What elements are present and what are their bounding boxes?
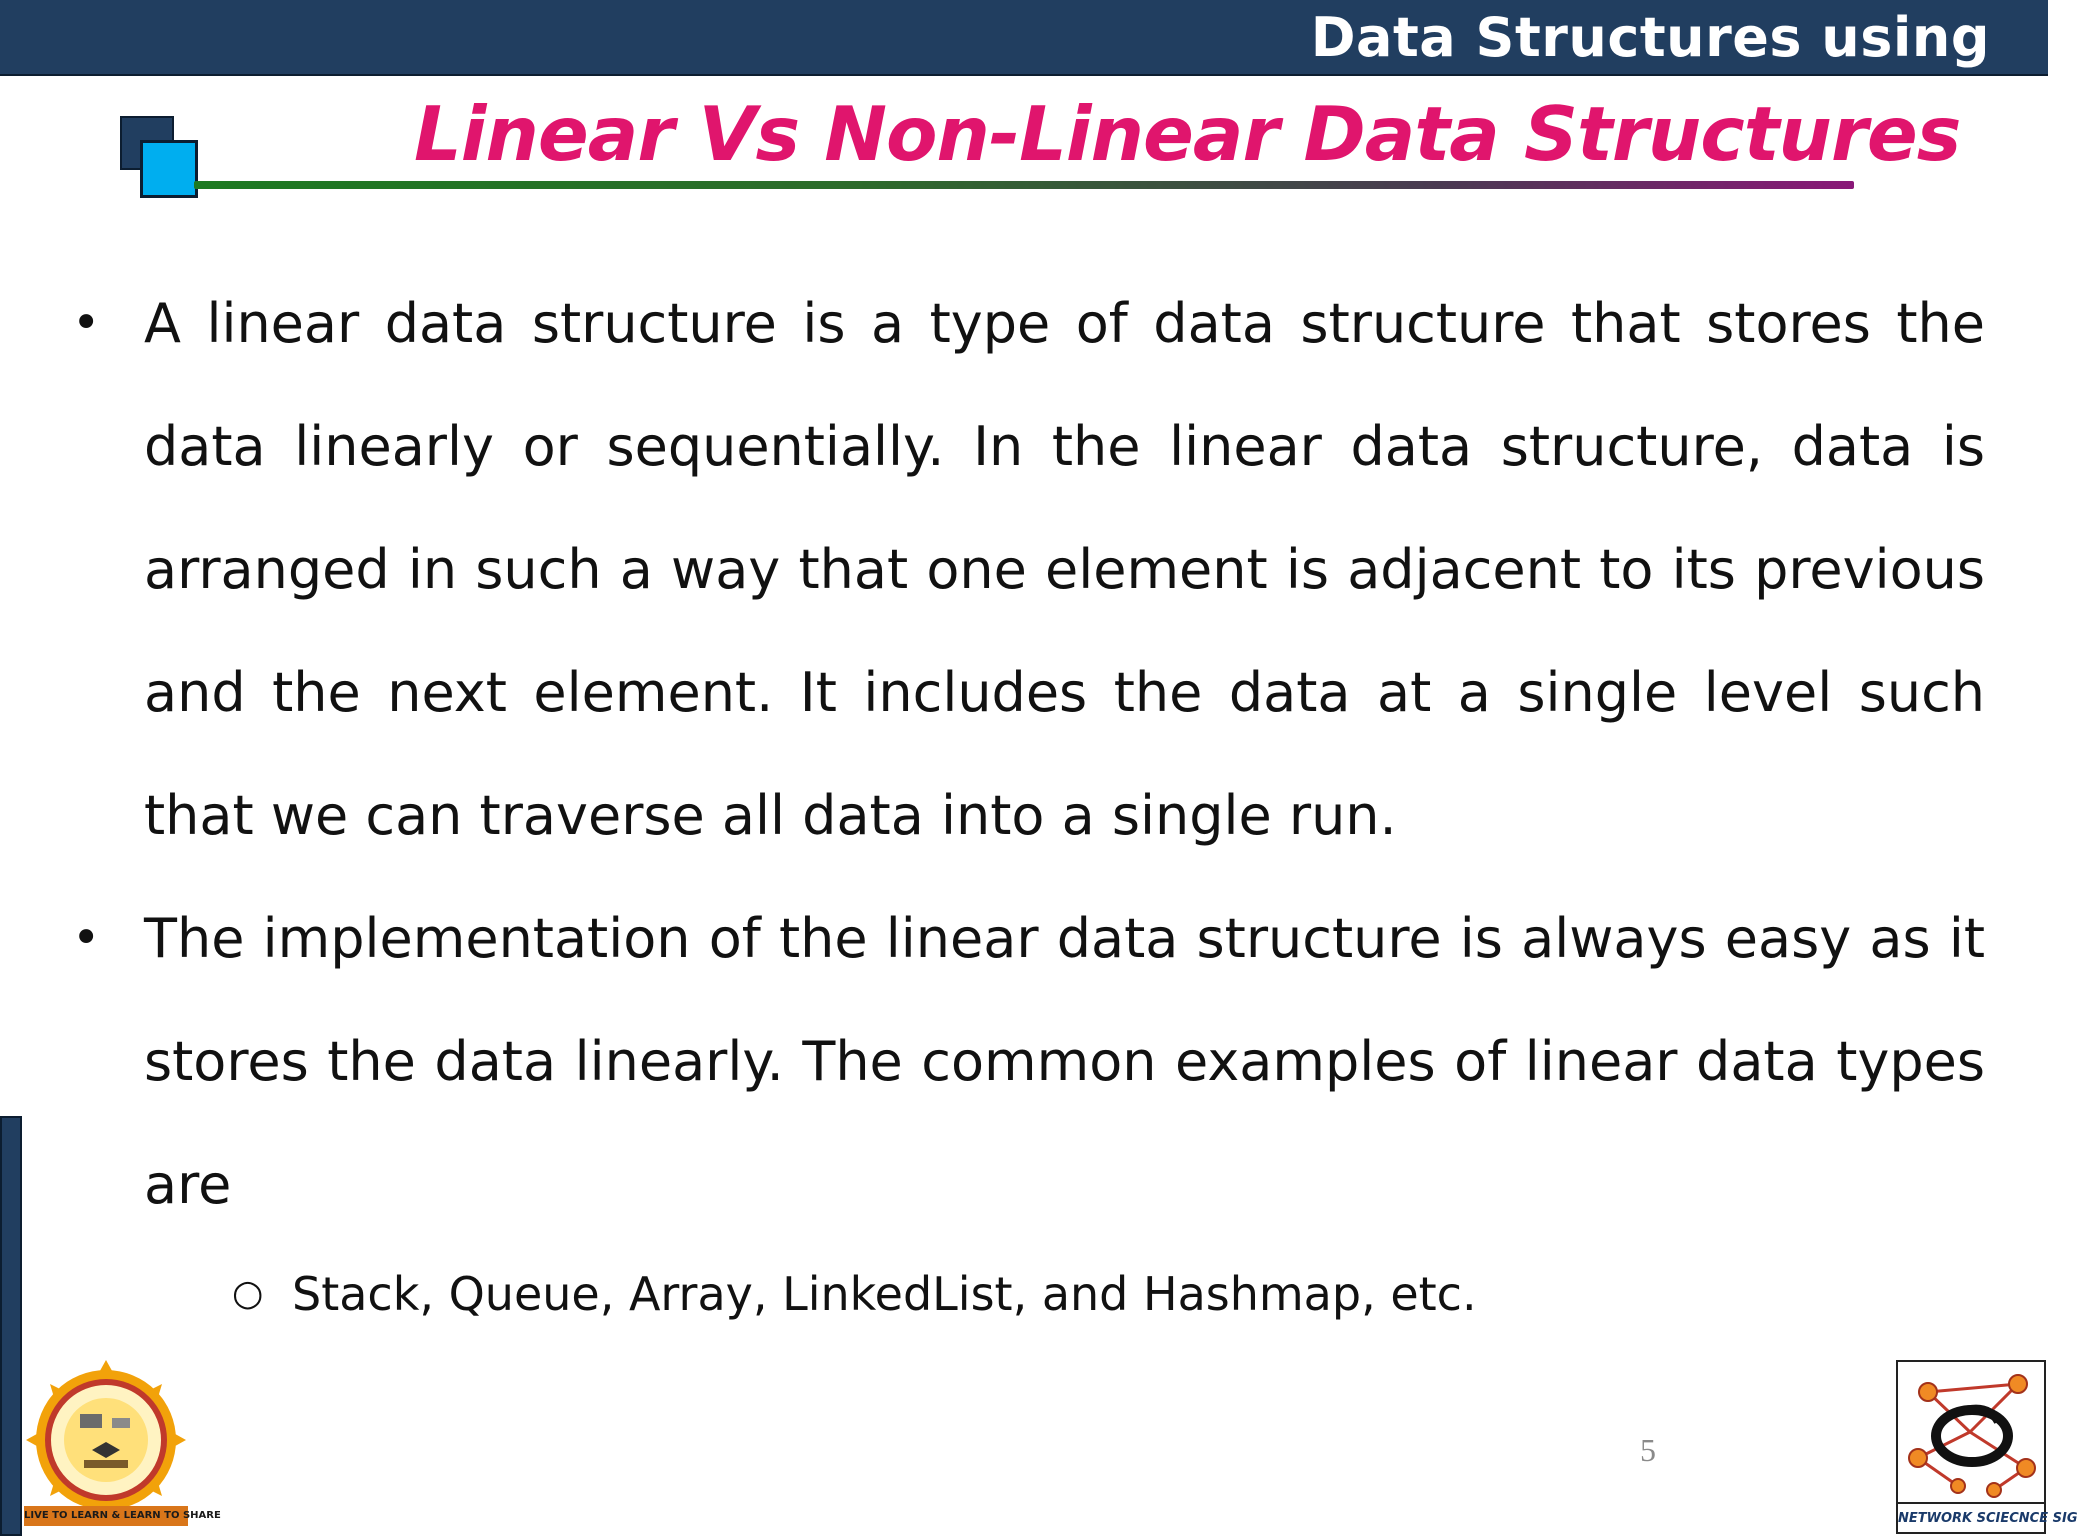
network-science-sig-logo bbox=[1896, 1360, 2078, 1534]
bullet-text: The implementation of the linear data structure is always easy as it stores the data linearly. The common examples of linear data types are bbox=[144, 907, 1985, 1216]
decorative-square-cyan bbox=[140, 140, 198, 198]
page-number: 5 bbox=[1640, 1432, 1656, 1468]
network-sig-caption: NETWORK SCIECNCE SIG bbox=[1898, 1502, 2044, 1534]
college-emblem-logo bbox=[20, 1358, 221, 1530]
bullet-item bbox=[60, 262, 1985, 877]
college-motto: LIVE TO LEARN & LEARN TO SHARE bbox=[24, 1510, 221, 1521]
sub-bullet-marker: ○ bbox=[232, 1273, 264, 1314]
bullet-marker: • bbox=[72, 910, 101, 966]
header-title: Data Structures using bbox=[1310, 6, 1990, 69]
slide-content bbox=[60, 262, 1985, 1342]
left-edge-strip bbox=[0, 1116, 22, 1536]
bullet-item bbox=[60, 877, 1985, 1246]
header-bar bbox=[0, 0, 2048, 76]
bullet-marker: • bbox=[72, 295, 101, 351]
sub-bullet-item bbox=[232, 1246, 1985, 1342]
slide-title: Linear Vs Non-Linear Data Structures bbox=[414, 90, 1961, 178]
sub-bullet-text: Stack, Queue, Array, LinkedList, and Hashmap, etc. bbox=[292, 1267, 1477, 1321]
bullet-text: A linear data structure is a type of data structure that stores the data linearly or sequentially. In the linear data structure, data is arranged in such a way that one element is adjacent to its previous and the next element. It includes the data at a single level such that we can traverse all data into a single run. bbox=[144, 292, 1985, 847]
